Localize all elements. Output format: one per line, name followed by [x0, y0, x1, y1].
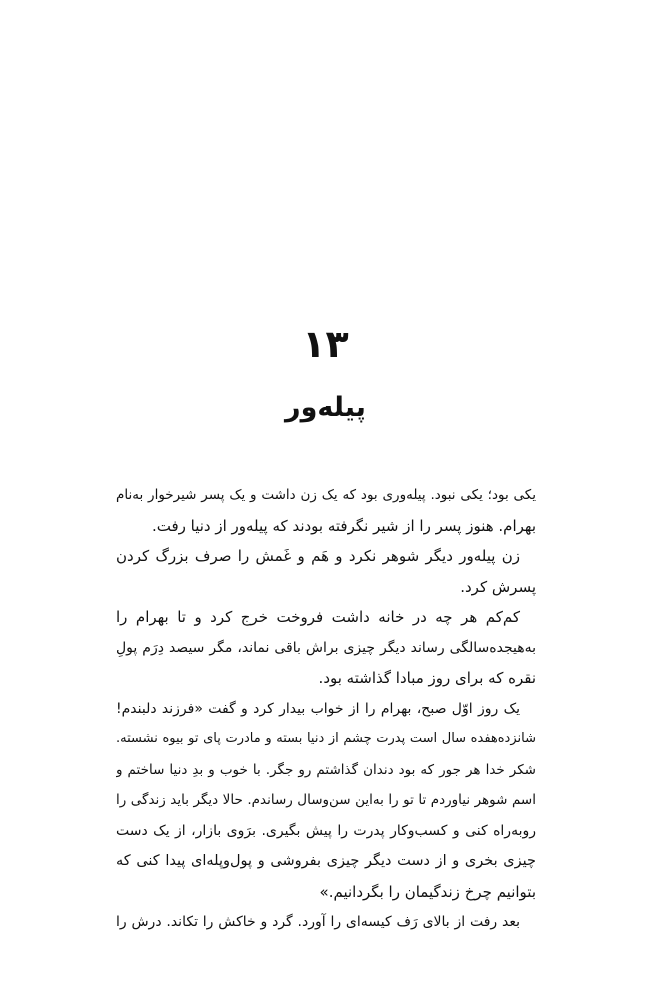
chapter-number: ۱۳: [302, 322, 349, 366]
text-line: شکر خدا هر جور که بود دندان گذاشتم رو جگر. با خوب و بدِ دنیا ساختم و: [116, 761, 536, 778]
text-line: اسم شوهر نیاوردم تا تو را به‌این سن‌وسال رساندم. حالا دیگر باید زندگی را: [116, 792, 536, 808]
chapter-title: پیله‌ور: [285, 392, 366, 423]
text-line: پسرش کرد.: [460, 577, 536, 596]
text-line: روبه‌راه کنی و کسب‌وکار پدرت را پیش بگیری. برَوی بازار، از یک دست: [116, 822, 536, 839]
chapter-body-text: [116, 480, 536, 938]
text-line: بتوانیم چرخ زندگیمان را بگردانیم.»: [319, 882, 536, 901]
text-line: یک روز اوّل صبح، بهرام را از خواب بیدار کرد و گفت «فرزند دلبندم!: [116, 700, 520, 717]
text-line: کم‌کم هر چه در خانه داشت فروخت خرج کرد و تا بهرام را: [116, 608, 520, 626]
text-line: یکی بود؛ یکی نبود. پیله‌وری بود که یک زن داشت و یک پسر شیرخوار به‌نام: [116, 487, 536, 503]
text-line: نقره که برای روز مبادا گذاشته بود.: [318, 669, 536, 687]
text-line: بهرام. هنوز پسر را از شیر نگرفته بودند که پیله‌ور از دنیا رفت.: [151, 516, 536, 535]
text-line: شانزده‌هفده سال است پدرت چشم از دنیا بسته و مادرت پای تو بیوه نشسته.: [116, 731, 536, 746]
text-line: بعد رفت از بالای رَف کیسه‌ای را آورد. گرد و خاکش را تکاند. درش را: [116, 914, 520, 930]
text-line: زن پیله‌ور دیگر شوهر نکرد و هَم و غَمش را صرف بزرگ کردن: [116, 547, 520, 565]
text-line: به‌هیجده‌سالگی رساند دیگر چیزی براش باقی نماند، مگر سیصد دِرَم پولِ: [116, 639, 536, 656]
text-line: چیزی بخری و از دست دیگر چیزی بفروشی و پول‌وپله‌ای پیدا کنی که: [116, 853, 536, 869]
